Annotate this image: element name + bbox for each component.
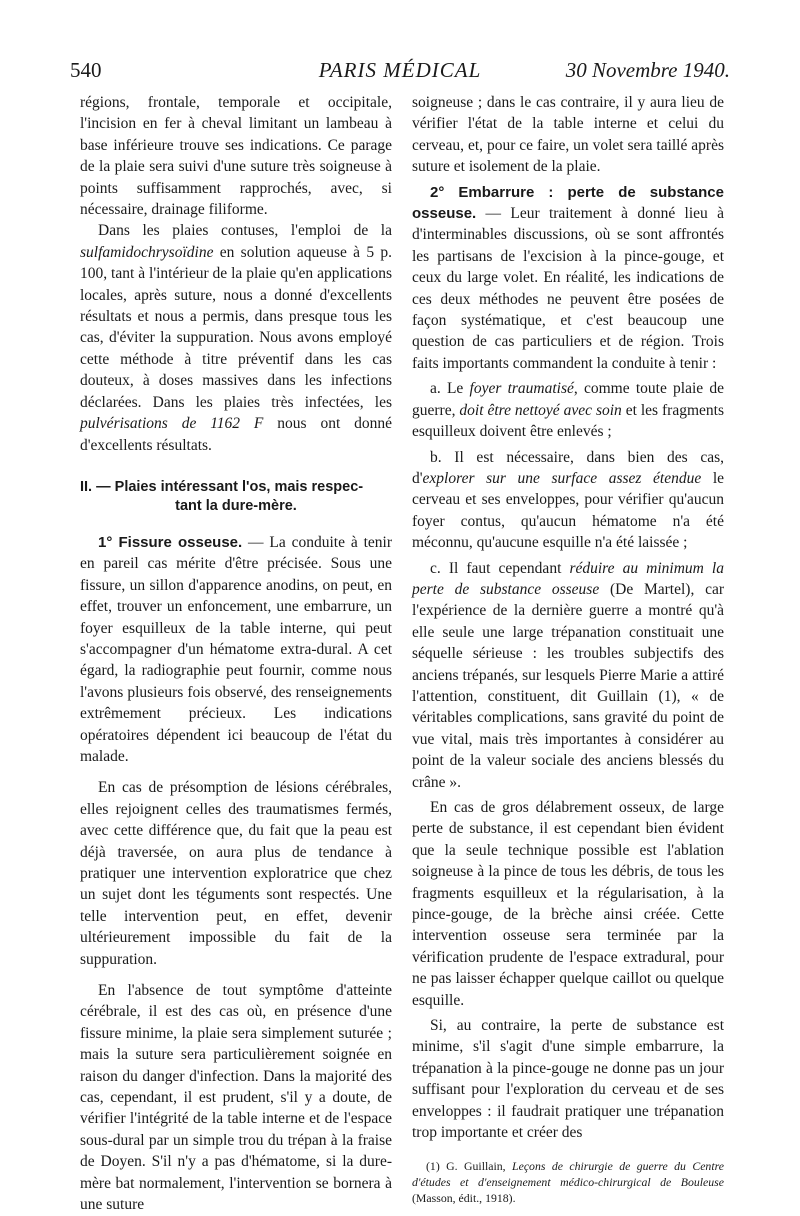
paragraph: En cas de gros délabrement osseux, de large perte de substance, il est cependant bien évident que la seule technique possible est l'ablation soigneuse à la pince de tous les débris, de tous les fragments esquilleux et la régularisation, à la pince-gouge, de la brèche ainsi créée. Cette intervention osseuse sera terminée par la vérification prudente de l'espace extradural, pour ne pas laisser échapper quelque caillot ou quelque esquille. — [412, 799, 724, 1009]
list-item-c: c. Il faut cependant réduire au minimum la perte de substance osseuse (De Martel), car l'expérience de la dernière guerre a montré qu'à elle seule une large trépanation constituait une séquelle sérieuse : les troubles subjectifs des anciens trépanés, sur lesquels Pierre Marie a attiré l'attention, constituent, dit Guillain (1), « de véritables complications, sans gravité du point de vue vital, mais très importantes à considérer au point de la valeur sociale des anciens blessés du crâne ». — [412, 559, 725, 791]
page-number: 540 — [70, 58, 102, 82]
issue-date: 30 Novembre 1940. — [565, 58, 730, 82]
paragraph: soigneuse ; dans le cas contraire, il y aura lieu de vérifier l'état de la table interne et celui du cerveau, et, pour ce faire, un volet sera taillé après suture et isolement de la plaie. — [412, 94, 724, 176]
journal-title: PARIS MÉDICAL — [318, 58, 482, 82]
left-column — [80, 92, 392, 1216]
paragraph: Si, au contraire, la perte de substance est minime, s'il s'agit d'une simple embarrure, la trépanation à la pince-gouge ne donne pas un jour suffisant pour l'exploration du cerveau et de ses enveloppes : il faudrait pratiquer une trépanation trop importante et créer des — [412, 1017, 724, 1142]
paragraph: En cas de présomption de lésions cérébrales, elles rejoignent celles des traumatismes fermés, avec cette différence que, du fait que la peau est déjà traversée, on aura plus de tendance à pratiquer une intervention exploratrice que chez un sujet dont les téguments sont respectés. Une telle intervention peut, en effet, devenir ultérieurement impossible du fait de la suppuration. — [80, 779, 392, 968]
subsection-title: 2° Embarrure : perte de substance osseuse. — [412, 183, 724, 223]
paragraph: 2° Embarrure : perte de substance osseuse. — Leur traitement à donné lieu à d'interminables discussions, où se sont affrontés les partisans de l'excision à la pince-gouge, et ceux du large volet. En réalité, les indications de ces deux méthodes ne peuvent être posées de façon systématique, et c'est beaucoup une question de cas particuliers et de région. Trois faits importants commandent la conduite à tenir : — [412, 183, 724, 372]
paragraph: Dans les plaies contuses, l'emploi de la sulfamidochrysoïdine en solution aqueuse à 5 p. 100, tant à l'intérieur de la plaie qu'en applications locales, après suture, nous a donné d'excellents résultats et nous a permis, dans presque tous les cas, d'éviter la suppuration. Nous avons employé cette méthode à titre préventif dans les cas douteux, à doses massives dans les infections déclarées. Dans les plaies très infectées, les pulvérisations de 1162 F nous ont donné d'excellents résultats. — [80, 222, 392, 454]
paragraph: 1° Fissure osseuse. — La conduite à tenir en pareil cas mérite d'être précisée. Sous une fissure, un sillon d'apparence anodins, on peut, en effet, trouver un enfoncement, une embarrure, un foyer esquilleux de la table interne, qui peut s'accompagner d'un hématome extra-dural. A cet égard, la radiographie peut fournir, comme nous l'avons plusieurs fois observé, des renseignements extrêmement précieux. Les indications opératoires dépendent ici beaucoup de l'état du malade. — [80, 533, 392, 765]
list-item-a: a. Le foyer traumatisé, comme toute plaie de guerre, doit être nettoyé avec soin et les fragments esquilleux doivent être enlevés ; — [412, 380, 724, 441]
section-heading: II. — Plaies intéressant l'os, mais respec- tant la dure-mère. — [80, 478, 364, 514]
paragraph: régions, frontale, temporale et occipitale, l'incision en fer à cheval limitant un lambeau à base inférieure trouve ses indications. Ce parage de la plaie sera suivi d'une suture très soigneuse à points suffisamment rapprochés, avec, si nécessaire, drainage filiforme. — [80, 94, 392, 219]
right-column — [412, 92, 724, 1206]
footnote: (1) G. Guillain, Leçons de chirurgie de guerre du Centre d'études et d'enseignement médico-chirurgical de Bouleuse (Masson, édit., 1918). — [412, 1158, 724, 1205]
subsection-title: 1° Fissure osseuse. — [98, 533, 243, 551]
list-item-b: b. Il est nécessaire, dans bien des cas, d'explorer sur une surface assez étendue le cerveau et ses enveloppes, pour vérifier qu'aucun foyer contus, qu'aucun hématome n'a été méconnu, qu'aucune esquille n'a été laissée ; — [412, 448, 725, 552]
paragraph: En l'absence de tout symptôme d'atteinte cérébrale, il est des cas où, en présence d'une fissure minime, la plaie sera simplement suturée ; mais la suture sera particulièrement soignée en raison du danger d'infection. Dans la majorité des cas, cependant, il est prudent, s'il y a doute, de vérifier l'intégrité de la table interne et de l'espace sous-dural par un simple trou du trépan à la fraise de Doyen. S'il n'y a pas d'hématome, si la dure-mère bat normalement, l'intervention se bornera à une suture — [80, 982, 392, 1214]
page-header — [70, 58, 730, 92]
